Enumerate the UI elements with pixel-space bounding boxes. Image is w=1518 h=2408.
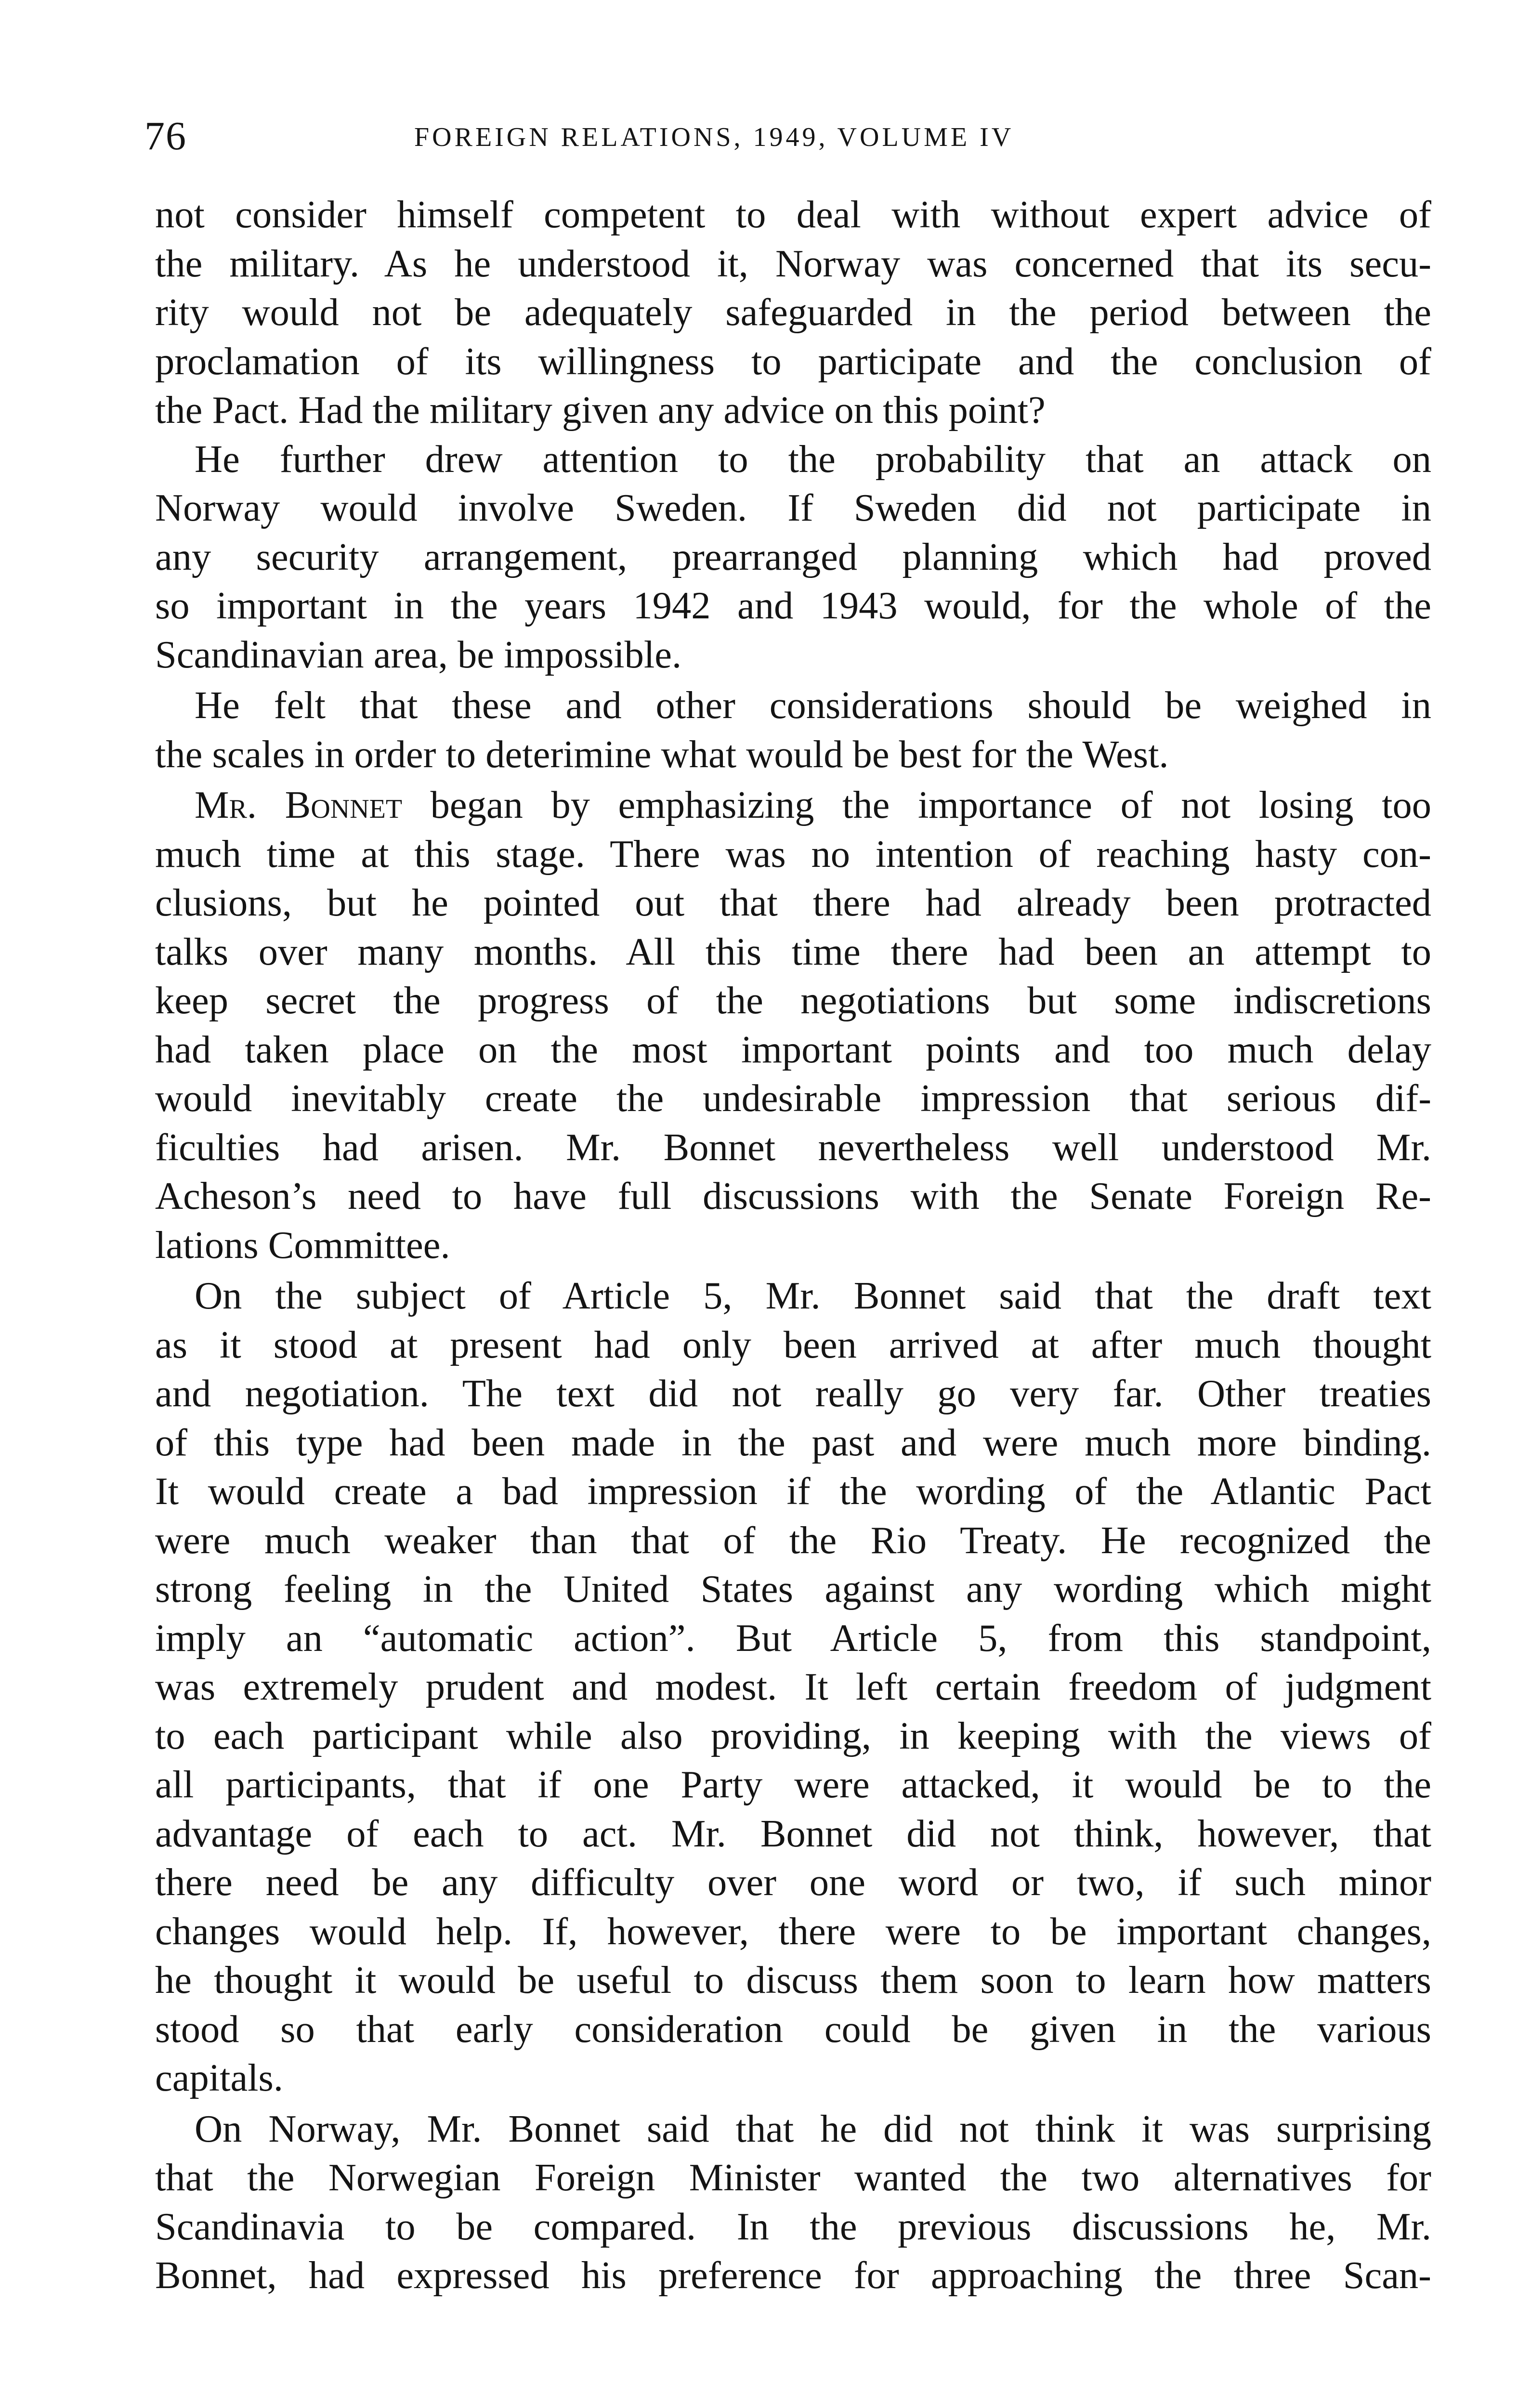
text-line: ficulties had arisen. Mr. Bonnet nevertheless well understood Mr.: [155, 1125, 1431, 1169]
text-line: not consider himself competent to deal with without expert advice of: [155, 193, 1431, 236]
text-line: talks over many months. All this time there had been an attempt to: [155, 930, 1431, 973]
text-line: keep secret the progress of the negotiations but some indiscretions: [155, 979, 1431, 1022]
speaker-name: Mr. Bonnet: [195, 784, 403, 826]
text-line: clusions, but he pointed out that there had already been protracted: [155, 881, 1431, 924]
text-line: were much weaker than that of the Rio Treaty. He recognized the: [155, 1518, 1431, 1562]
text-line: much time at this stage. There was no intention of reaching hasty con-: [155, 832, 1431, 876]
text-line: strong feeling in the United States against any wording which might: [155, 1568, 1431, 1610]
text-line: the military. As he understood it, Norway was concerned that its secu-: [155, 242, 1431, 285]
text-line: advantage of each to act. Mr. Bonnet did not think, however, that: [155, 1812, 1431, 1855]
text-line: there need be any difficulty over one word or two, if such minor: [155, 1861, 1431, 1904]
text-line: Scandinavia to be compared. In the previous discussions he, Mr.: [155, 2205, 1431, 2248]
text-line: lations Committee.: [155, 1223, 450, 1267]
text-line: stood so that early consideration could be given in the various: [155, 2007, 1431, 2051]
text-line: capitals.: [155, 2056, 283, 2099]
text-line: he thought it would be useful to discuss them soon to learn how matters: [155, 1959, 1431, 2002]
text-line: was extremely prudent and modest. It left certain freedom of judgment: [155, 1665, 1431, 1708]
text-line: to each participant while also providing, in keeping with the views of: [155, 1714, 1431, 1757]
text-line: Bonnet, had expressed his preference for approaching the three Scan-: [155, 2254, 1431, 2297]
page-number: 76: [144, 114, 187, 158]
text-line: the scales in order to deterimine what would be best for the West.: [155, 733, 1169, 776]
text-line: He further drew attention to the probability that an attack on: [195, 437, 1431, 481]
text-line: On the subject of Article 5, Mr. Bonnet said that the draft text: [195, 1274, 1431, 1317]
text-line: as it stood at present had only been arrived at after much thought: [155, 1323, 1431, 1366]
text-line: imply an “automatic action”. But Article 5, from this standpoint,: [155, 1616, 1431, 1660]
text-line: had taken place on the most important points and too much delay: [155, 1028, 1431, 1071]
text-line: of this type had been made in the past and were much more binding.: [155, 1421, 1431, 1464]
text-line: proclamation of its willingness to participate and the conclusion of: [155, 340, 1431, 383]
text-line: Acheson’s need to have full discussions with the Senate Foreign Re-: [155, 1175, 1431, 1217]
text-line: all participants, that if one Party were attacked, it would be to the: [155, 1763, 1431, 1806]
text-line: so important in the years 1942 and 1943 would, for the whole of the: [155, 584, 1431, 627]
text-line: On Norway, Mr. Bonnet said that he did not think it was surprising: [195, 2107, 1431, 2150]
text-line: that the Norwegian Foreign Minister wanted the two alternatives for: [155, 2156, 1431, 2199]
text-line: Scandinavian area, be impossible.: [155, 633, 682, 676]
text-line: Norway would involve Sweden. If Sweden did not participate in: [155, 486, 1431, 529]
text-line: the Pact. Had the military given any advice on this point?: [155, 389, 1046, 432]
text-line: changes would help. If, however, there were to be important changes,: [155, 1910, 1431, 1953]
text-line-rest: began by emphasizing the importance of not losing too: [402, 784, 1431, 826]
text-line: [155, 781, 1431, 830]
running-title: FOREIGN RELATIONS, 1949, VOLUME IV: [414, 122, 1014, 152]
running-header: [144, 110, 1368, 168]
text-line: would inevitably create the undesirable impression that serious dif-: [155, 1077, 1431, 1120]
body-text: [155, 190, 1431, 2300]
text-line: He felt that these and other considerations should be weighed in: [195, 684, 1431, 727]
text-line: rity would not be adequately safeguarded in the period between the: [155, 291, 1431, 334]
text-line: It would create a bad impression if the wording of the Atlantic Pact: [155, 1470, 1431, 1513]
text-line: any security arrangement, prearranged planning which had proved: [155, 535, 1431, 578]
text-line: and negotiation. The text did not really go very far. Other treaties: [155, 1372, 1431, 1415]
